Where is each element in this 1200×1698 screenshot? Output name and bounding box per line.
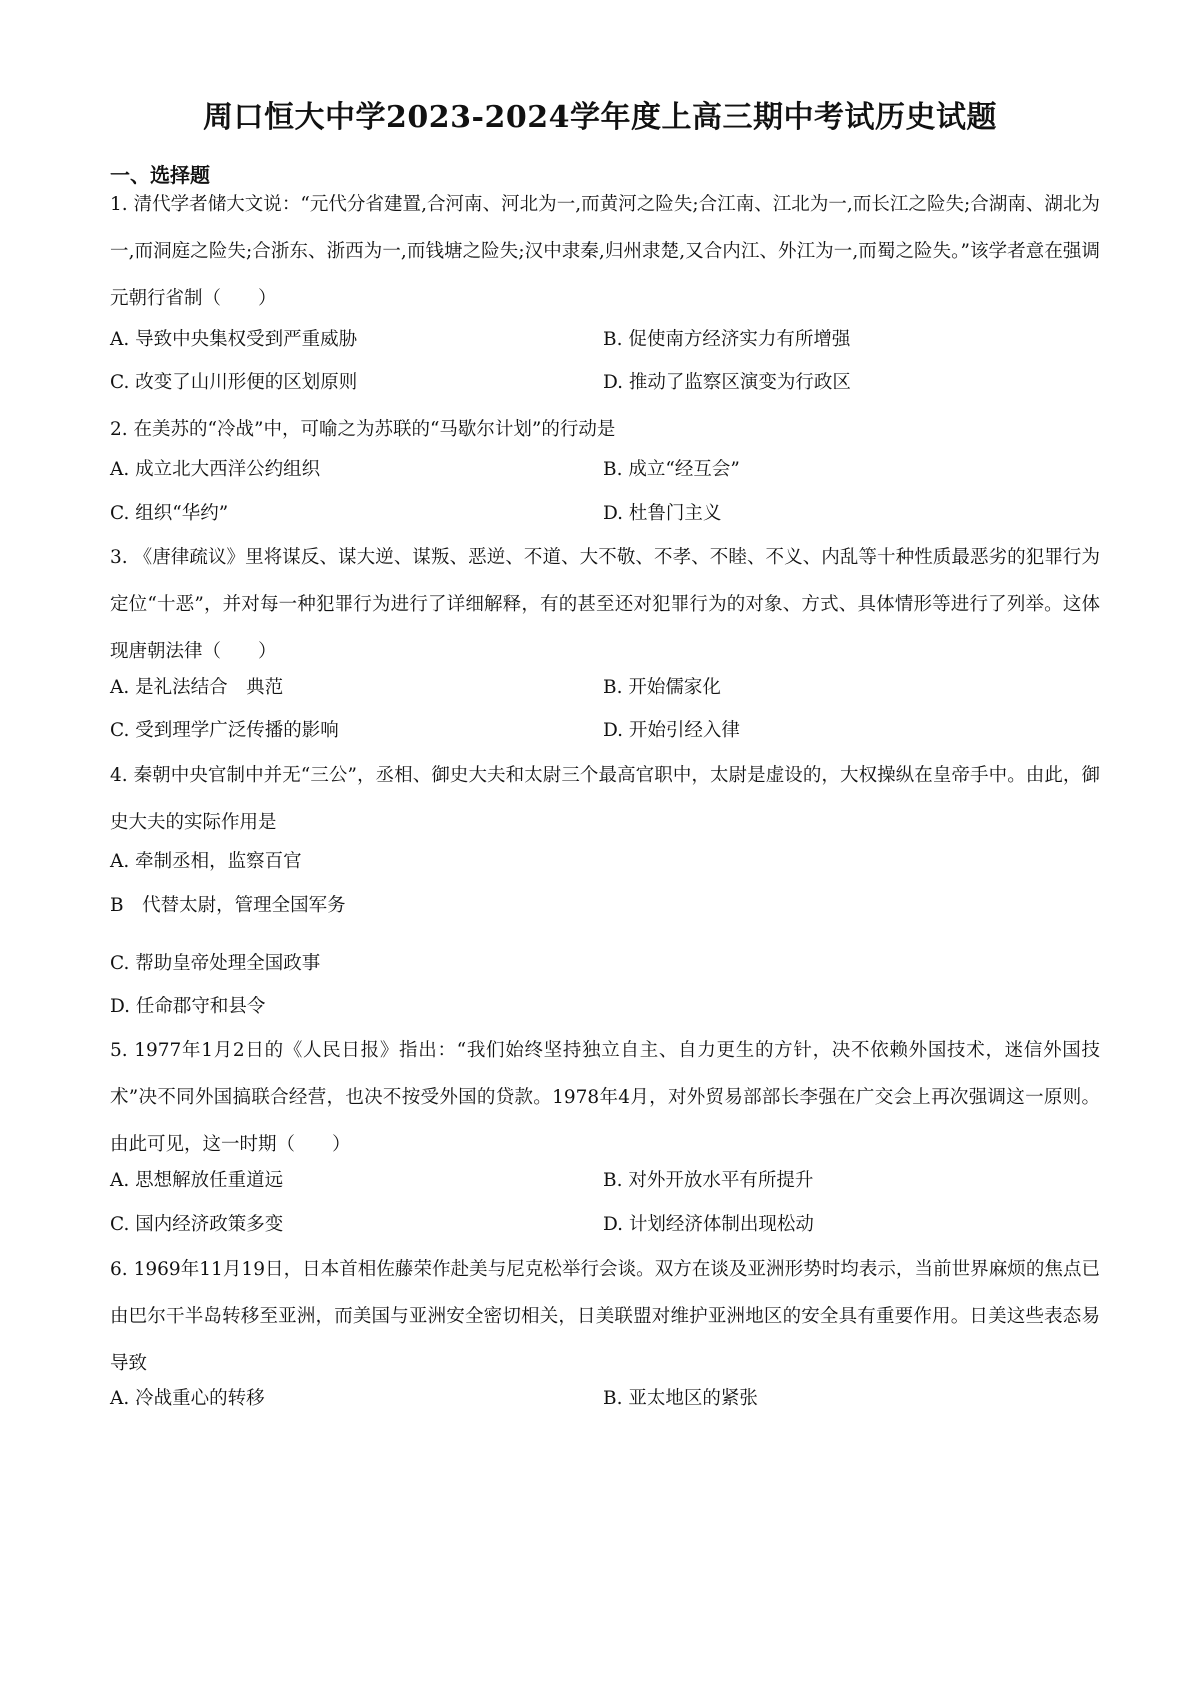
exam-title: 周口恒大中学2023-2024学年度上高三期中考试历史试题	[203, 100, 997, 135]
question-1-stem: 1. 清代学者储大文说：“元代分省建置,合河南、河北为一,而黄河之险失;合江南、江北为一,而长江之险失;合湖南、湖北为一,而洞庭之险失;合浙东、浙西为一,而钱塘之险失;汉中隶秦,归州隶楚,又合内江、外江为一,而蜀之险失。”该学者意在强调元朝行省制（ ）	[110, 194, 1100, 309]
question-3-option-c: C. 受到理学广泛传播的影响	[110, 720, 339, 741]
question-3-stem: 3. 《唐律疏议》里将谋反、谋大逆、谋叛、恶逆、不道、大不敬、不孝、不睦、不义、内乱等十种性质最恶劣的犯罪行为定位“十恶”，并对每一种犯罪行为进行了详细解释，有的甚至还对犯罪行为的对象、方式、具体情形等进行了列举。这体现唐朝法律（ ）	[110, 547, 1100, 662]
question-1-option-a: A. 导致中央集权受到严重威胁	[110, 329, 358, 350]
section-heading: 一、选择题	[110, 163, 210, 187]
question-1-option-d: D. 推动了监察区演变为行政区	[603, 372, 851, 393]
question-4-option-a: A. 牵制丞相，监察百官	[110, 851, 302, 872]
question-4-stem: 4. 秦朝中央官制中并无“三公”，丞相、御史大夫和太尉三个最高官职中，太尉是虚设的，大权操纵在皇帝手中。由此，御史大夫的实际作用是	[110, 765, 1100, 833]
question-2-stem: 2. 在美苏的“冷战”中，可喻之为苏联的“马歇尔计划”的行动是	[110, 419, 616, 440]
question-6-option-a: A. 冷战重心的转移	[110, 1388, 265, 1409]
question-5-option-b: B. 对外开放水平有所提升	[603, 1170, 814, 1191]
question-1-option-b: B. 促使南方经济实力有所增强	[603, 329, 851, 350]
question-4-option-c: C. 帮助皇帝处理全国政事	[110, 953, 321, 974]
question-3-option-a: A. 是礼法结合 典范	[110, 677, 284, 698]
question-6-stem: 6. 1969年11月19日，日本首相佐藤荣作赴美与尼克松举行会谈。双方在谈及亚洲形势时均表示，当前世界麻烦的焦点已由巴尔干半岛转移至亚洲，而美国与亚洲安全密切相关，日美联盟对维护亚洲地区的安全具有重要作用。日美这些表态易导致	[110, 1259, 1100, 1374]
question-1-option-c: C. 改变了山川形便的区划原则	[110, 372, 358, 393]
question-3-option-b: B. 开始儒家化	[603, 677, 721, 698]
question-2-option-c: C. 组织“华约”	[110, 503, 229, 524]
question-2-option-d: D. 杜鲁门主义	[603, 503, 722, 524]
question-5-stem: 5. 1977年1月2日的《人民日报》指出：“我们始终坚持独立自主、自力更生的方针，决不依赖外国技术，迷信外国技术”决不同外国搞联合经营，也决不按受外国的贷款。1978年4月，对外贸易部部长李强在广交会上再次强调这一原则。由此可见，这一时期（ ）	[110, 1040, 1100, 1155]
question-3-option-d: D. 开始引经入律	[603, 720, 740, 741]
question-2-option-b: B. 成立“经互会”	[603, 459, 740, 480]
question-4-option-d: D. 任命郡守和县令	[110, 996, 266, 1017]
question-6-option-b: B. 亚太地区的紧张	[603, 1388, 758, 1409]
question-5-option-d: D. 计划经济体制出现松动	[603, 1214, 814, 1235]
question-4-option-b: B 代替太尉，管理全国军务	[110, 895, 346, 916]
question-2-option-a: A. 成立北大西洋公约组织	[110, 459, 321, 480]
question-5-option-a: A. 思想解放任重道远	[110, 1170, 284, 1191]
question-5-option-c: C. 国内经济政策多变	[110, 1214, 284, 1235]
